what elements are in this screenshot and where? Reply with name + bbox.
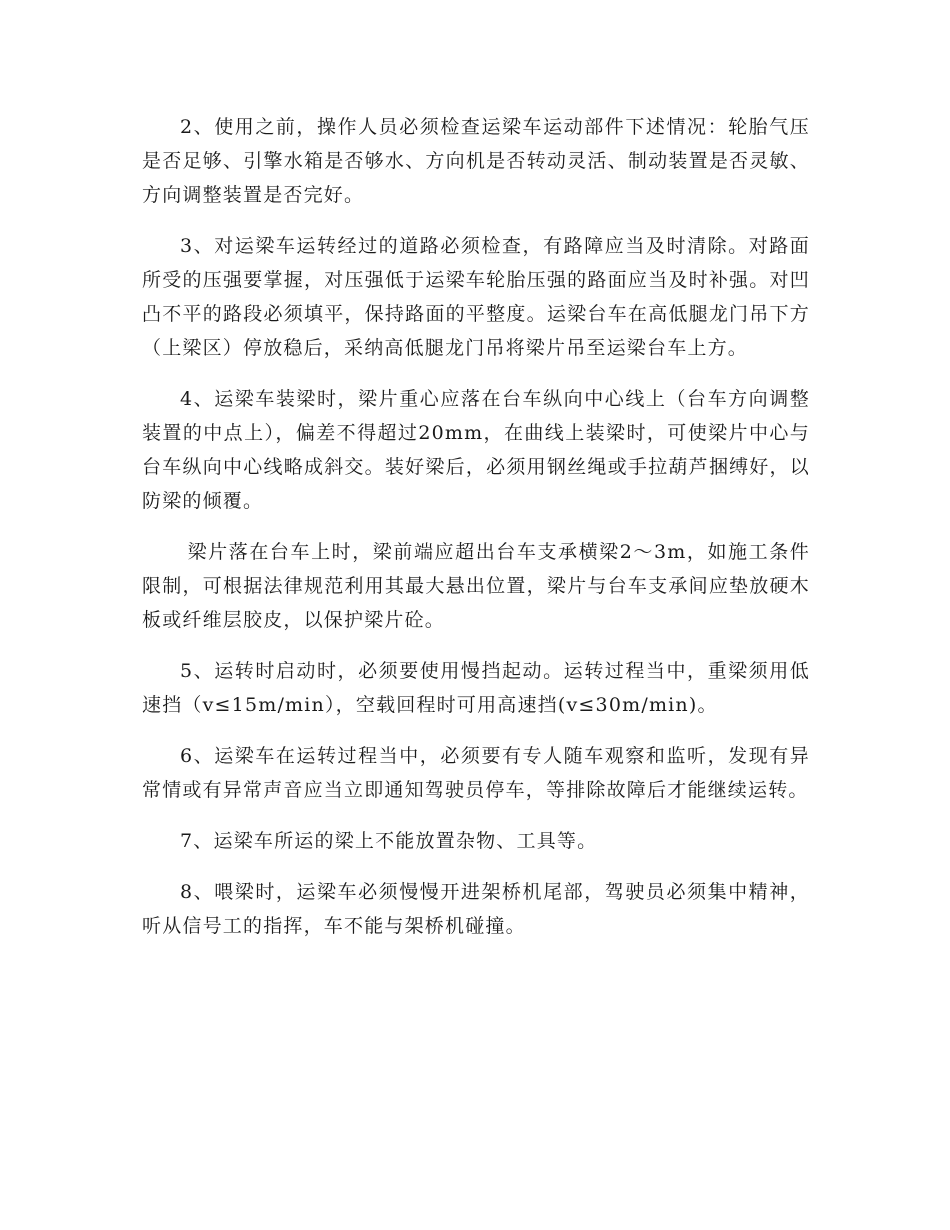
paragraph-item-2: 2、使用之前，操作人员必须检查运梁车运动部件下述情况：轮胎气压是否足够、引擎水箱是否够水、方向机是否转动灵活、制动装置是否灵敏、方向调整装置是否完好。 bbox=[142, 116, 810, 206]
paragraph-item-7: 7、运梁车所运的梁上不能放置杂物、工具等。 bbox=[180, 830, 598, 852]
paragraph-item-8: 8、喂梁时，运梁车必须慢慢开进架桥机尾部，驾驶员必须集中精神，听从信号工的指挥，车不能与架桥机碰撞。 bbox=[142, 881, 810, 937]
paragraph-item-3: 3、对运梁车运转经过的道路必须检查，有路障应当及时清除。对路面所受的压强要掌握，对压强低于运梁车轮胎压强的路面应当及时补强。对凹凸不平的路段必须填平，保持路面的平整度。运梁台车在高低腿龙门吊下方（上梁区）停放稳后，采纳高低腿龙门吊将梁片吊至运梁台车上方。 bbox=[142, 235, 810, 359]
document-page bbox=[142, 110, 810, 960]
paragraph-beam-placement: 梁片落在台车上时，梁前端应超出台车支承横梁2～3m，如施工条件限制，可根据法律规范利用其最大悬出位置，梁片与台车支承间应垫放硬木板或纤维层胶皮，以保护梁片砼。 bbox=[142, 541, 810, 631]
paragraph-item-6: 6、运梁车在运转过程当中，必须要有专人随车观察和监听，发现有异常情或有异常声音应当立即通知驾驶员停车，等排除故障后才能继续运转。 bbox=[142, 745, 810, 801]
paragraph-item-5: 5、运转时启动时，必须要使用慢挡起动。运转过程当中，重梁须用低速挡（v≤15m/min），空载回程时可用高速挡(v≤30m/min)。 bbox=[142, 660, 810, 716]
paragraph-item-4: 4、运梁车装梁时，梁片重心应落在台车纵向中心线上（台车方向调整装置的中点上），偏差不得超过20mm，在曲线上装梁时，可使梁片中心与台车纵向中心线略成斜交。装好梁后，必须用钢丝绳或手拉葫芦捆缚好，以防梁的倾覆。 bbox=[142, 388, 810, 512]
